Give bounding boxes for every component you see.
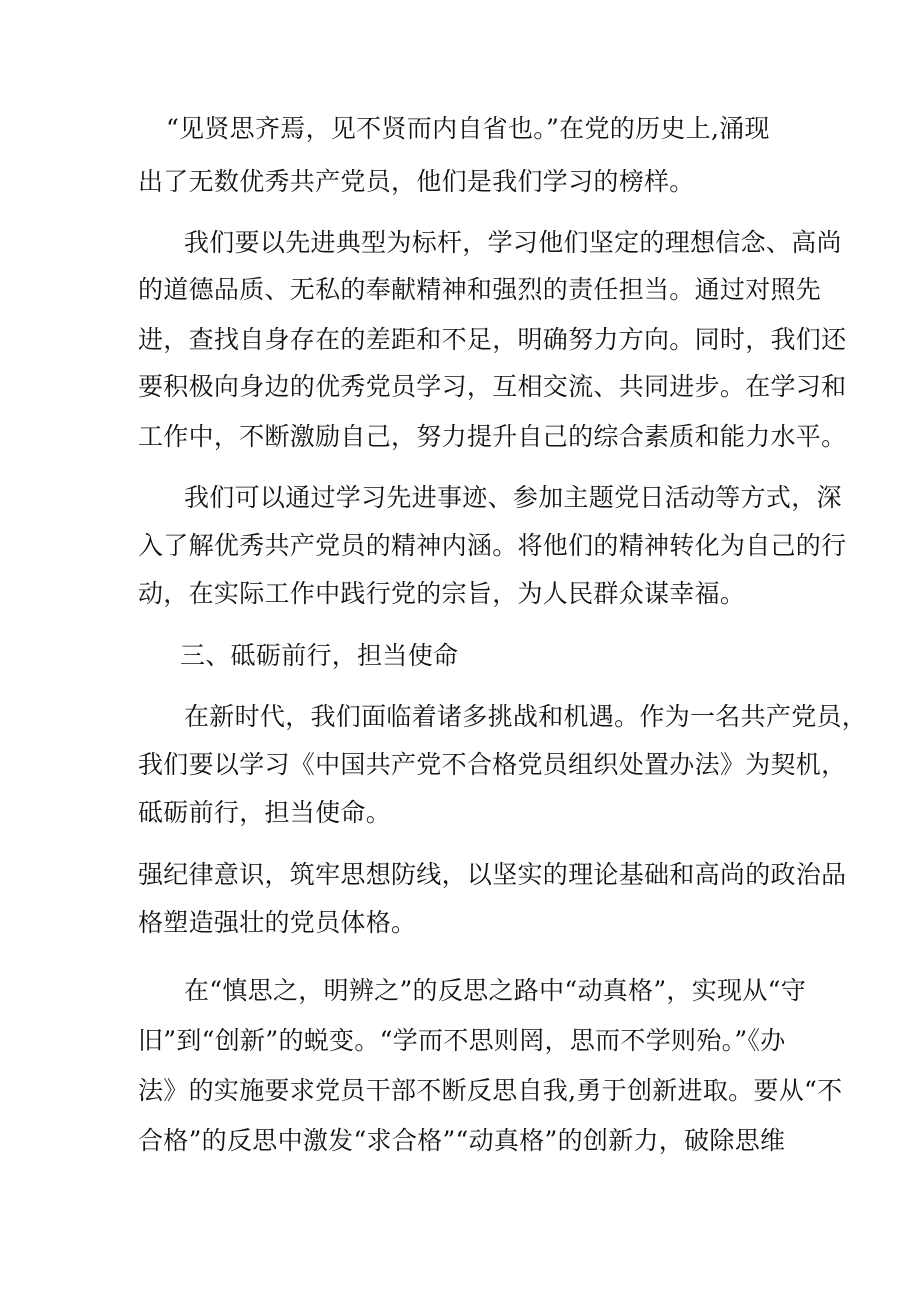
paragraph-3-line-1: 我们可以通过学习先进事迹、参加主题党日活动等方式，深 <box>184 483 842 512</box>
paragraph-2-line-4: 要积极向身边的优秀党员学习，互相交流、共同进步。在学习和 <box>138 372 847 401</box>
paragraph-5-line-1: 在新时代，我们面临着诸多挑战和机遇。作为一名共产党员， <box>184 702 868 731</box>
paragraph-3-line-2: 入了解优秀共产党员的精神内涵。将他们的精神转化为自己的行 <box>138 531 847 560</box>
paragraph-7-line-1: 在“慎思之，明辨之”的反思之路中“动真格”，实现从“守 <box>184 976 807 1005</box>
paragraph-2-line-5: 工作中，不断激励自己，努力提升自己的综合素质和能力水平。 <box>138 422 847 451</box>
paragraph-7-line-3: 法》的实施要求党员干部不断反思自我,勇于创新进取。要从“不 <box>138 1076 843 1105</box>
paragraph-7-line-4: 合格”的反思中激发“求合格”“动真格”的创新力，破除思维 <box>138 1126 786 1155</box>
paragraph-6-line-2: 格塑造强壮的党员体格。 <box>138 908 417 937</box>
paragraph-1-line-2: 出了无数优秀共产党员，他们是我们学习的榜样。 <box>138 167 695 196</box>
paragraph-6-line-1: 强纪律意识，筑牢思想防线，以坚实的理论基础和高尚的政治品 <box>138 860 847 889</box>
paragraph-5-line-3: 砥砺前行，担当使命。 <box>138 798 392 827</box>
paragraph-7-line-2: 旧”到“创新”的蜕变。“学而不思则罔，思而不学则殆。”《办 <box>138 1026 786 1055</box>
paragraph-3-line-3: 动，在实际工作中践行党的宗旨，为人民群众谋幸福。 <box>138 579 746 608</box>
paragraph-2-line-1: 我们要以先进典型为标杆，学习他们坚定的理想信念、高尚 <box>184 228 842 257</box>
paragraph-5-line-2: 我们要以学习《中国共产党不合格党员组织处置办法》为契机， <box>138 750 847 779</box>
paragraph-2-line-2: 的道德品质、无私的奉献精神和强烈的责任担当。通过对照先 <box>138 275 822 304</box>
paragraph-1-line-1: “见贤思齐焉，见不贤而内自省也。”在党的历史上,涌现 <box>166 114 770 143</box>
section-heading: 三、砥砺前行，担当使命 <box>180 641 459 670</box>
paragraph-2-line-3: 进，查找自身存在的差距和不足，明确努力方向。同时，我们还 <box>138 325 847 354</box>
